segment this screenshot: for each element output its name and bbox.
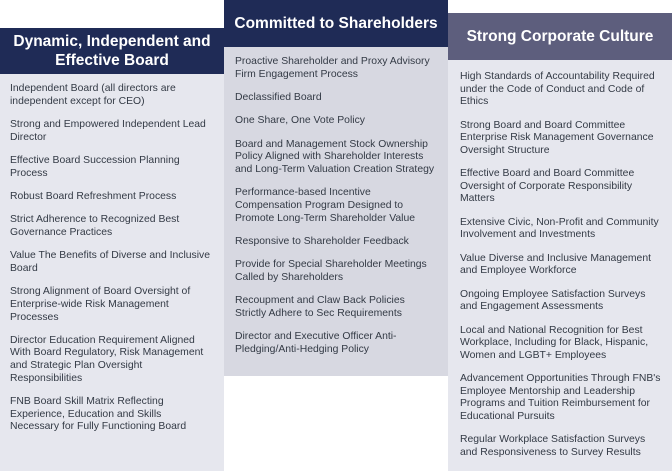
list-item: Strong and Empowered Independent Lead Director: [10, 118, 206, 143]
list-item: Proactive Shareholder and Proxy Advisory Firm Engagement Process: [235, 56, 430, 80]
list-item: Responsive to Shareholder Feedback: [235, 235, 409, 247]
list-item: Local and National Recognition for Best Workplace, Including for Black, Hispanic, Women and LGBT+ Employees: [460, 324, 649, 361]
list-item: Extensive Civic, Non-Profit and Community Involvement and Investments: [460, 216, 659, 241]
list-item: Effective Board Succession Planning Process: [10, 154, 180, 179]
list-item: Provide for Special Shareholder Meetings Called by Shareholders: [235, 259, 427, 283]
list-item: Independent Board (all directors are independent except for CEO): [10, 83, 176, 107]
board-column: [0, 0, 224, 471]
column-heading: Strong Corporate Culture: [448, 13, 672, 60]
list-item: Ongoing Employee Satisfaction Surveys and Engagement Assessments: [460, 288, 646, 313]
list-item: Advancement Opportunities Through FNB's Employee Mentorship and Leadership Programs and Tuition Reimbursement for Educational Pursuits: [460, 373, 661, 423]
column-heading: Dynamic, Independent and Effective Board: [0, 28, 224, 74]
list-item: Robust Board Refreshment Process: [10, 190, 177, 202]
column-heading: Committed to Shareholders: [224, 0, 448, 47]
list-item: Value The Benefits of Diverse and Inclusive Board: [10, 250, 211, 274]
list-item: High Standards of Accountability Required under the Code of Conduct and Code of Ethics: [460, 71, 655, 108]
list-item: Effective Board and Board Committee Oversight of Corporate Responsibility Matters: [460, 168, 635, 205]
list-item: Recoupment and Claw Back Policies Strictly Adhere to Sec Requirements: [235, 295, 405, 319]
list-item: Board and Management Stock Ownership Policy Aligned with Shareholder Interests and Long-Term Valuation Creation Strategy: [235, 138, 435, 175]
list-item: Director and Executive Officer Anti-Pledging/Anti-Hedging Policy: [235, 331, 397, 355]
column-list: [0, 74, 224, 471]
list-item: Strong Board and Board Committee Enterprise Risk Management Governance Oversight Structure: [460, 119, 654, 156]
list-item: Strict Adherence to Recognized Best Governance Practices: [10, 214, 180, 238]
column-list: [224, 47, 448, 376]
list-item: Strong Alignment of Board Oversight of Enterprise-wide Risk Management Processes: [10, 286, 191, 323]
list-item: Declassified Board: [235, 91, 322, 103]
column-list: [448, 60, 672, 471]
list-item: Performance-based Incentive Compensation Program Designed to Promote Long-Term Shareholder Value: [235, 187, 416, 224]
shareholders-column: [224, 0, 448, 376]
list-item: FNB Board Skill Matrix Reflecting Experience, Education and Skills Necessary for Fully Functioning Board: [10, 396, 187, 433]
list-item: Regular Workplace Satisfaction Surveys and Responsiveness to Survey Results: [460, 434, 646, 459]
culture-column: [448, 0, 672, 471]
list-item: Director Education Requirement Aligned With Board Regulatory, Risk Management and Strategic Plan Oversight Responsibilities: [10, 334, 204, 384]
list-item: Value Diverse and Inclusive Management and Employee Workforce: [460, 252, 651, 277]
list-item: One Share, One Vote Policy: [235, 115, 365, 127]
